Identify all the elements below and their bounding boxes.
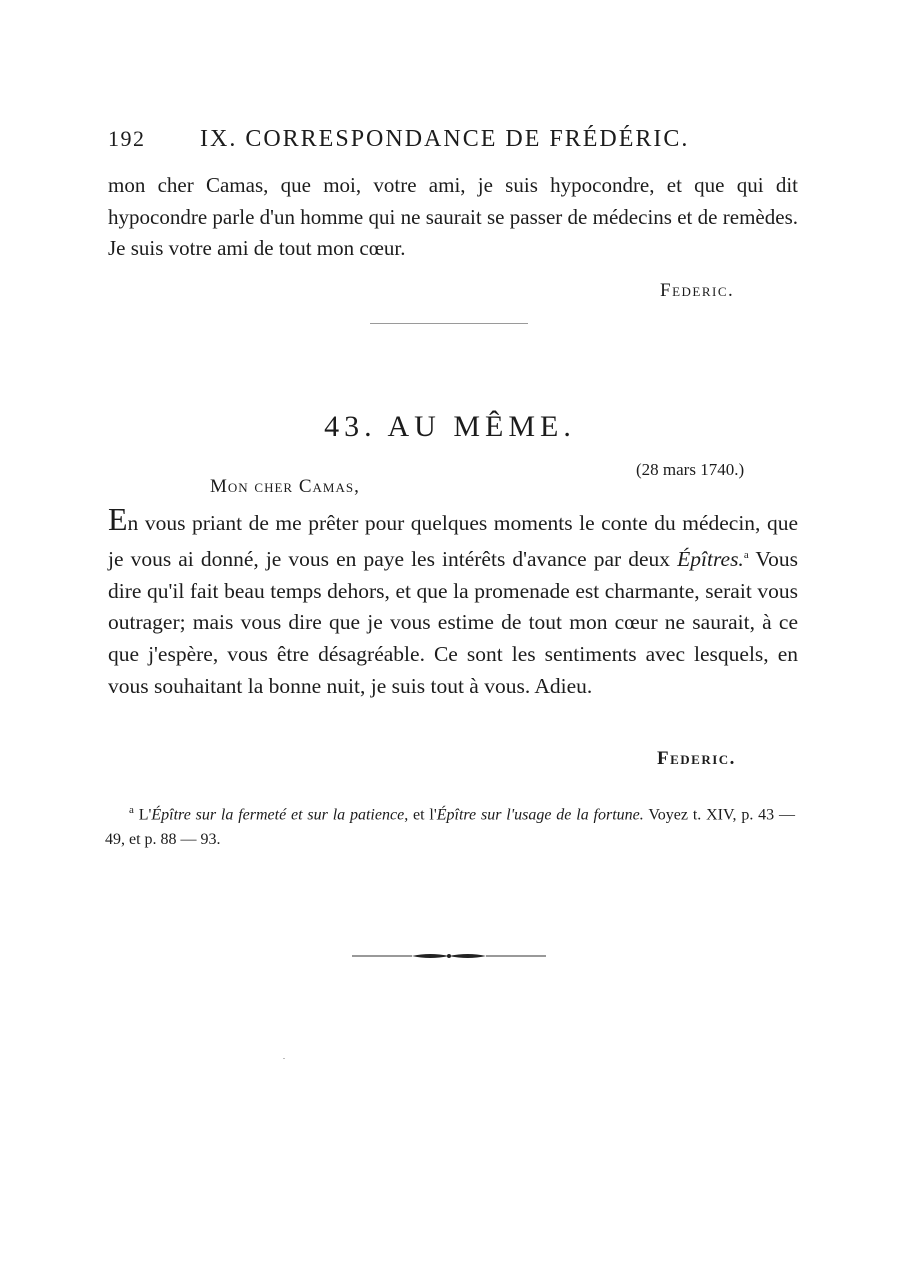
letter-43-title: 43. AU MÊME. [324, 410, 576, 443]
letter-42-closing-paragraph: mon cher Camas, que moi, votre ami, je suis hypocondre, et que qui dit hypocondre parle d'un homme qui ne saurait se passer de médecins et de remèdes. Je suis votre ami de tout mon cœur. [108, 173, 798, 260]
page-number: 192 [108, 126, 146, 151]
footnote-middle: , et l' [404, 806, 437, 824]
running-header [108, 126, 808, 153]
letter-42-signature: Federic. [660, 280, 735, 301]
footnote [105, 798, 795, 852]
body-text-part-2: Vous dire qu'il fait beau temps dehors, et que la promenade est charmante, serait vous outrager; mais vous dire que je vous estime de tout mon cœur ne saurait, à ce que j'espère, vous être désagréable. Ce sont les sentiments avec lesquels, en vous souhaitant la bonne nuit, je suis tout à vous. Adieu. [108, 546, 799, 698]
footnote-mark: a [129, 804, 134, 816]
footnote-reference: a [743, 548, 749, 561]
footnote-prefix: L' [138, 806, 152, 824]
letter-43-salutation: Mon cher Camas, [210, 476, 360, 497]
footnote-title-1: Épître sur la fermeté et sur la patience [151, 806, 405, 824]
section-divider-rule [370, 323, 528, 324]
letter-43-signature: Federic. [657, 748, 736, 769]
drop-cap: E [108, 501, 128, 537]
page-speck [283, 1058, 285, 1059]
footnote-title-2: Épître sur l'usage de la fortune. [436, 806, 644, 824]
footnote-suffix: Voyez t. XIV, p. 43 — 49, et p. 88 — 93. [105, 806, 796, 849]
letter-43-body [108, 501, 799, 702]
epitres-italic: Épîtres. [677, 546, 744, 571]
body-text-part-1: n vous priant de me prêter pour quelques moments le conte du médecin, que je vous ai donné, je vous en paye les intérêts d'avance par deux [108, 511, 798, 571]
letter-43-date: (28 mars 1740.) [636, 460, 745, 479]
running-title: IX. CORRESPONDANCE DE FRÉDÉRIC. [200, 126, 690, 152]
end-ornament [352, 947, 546, 965]
